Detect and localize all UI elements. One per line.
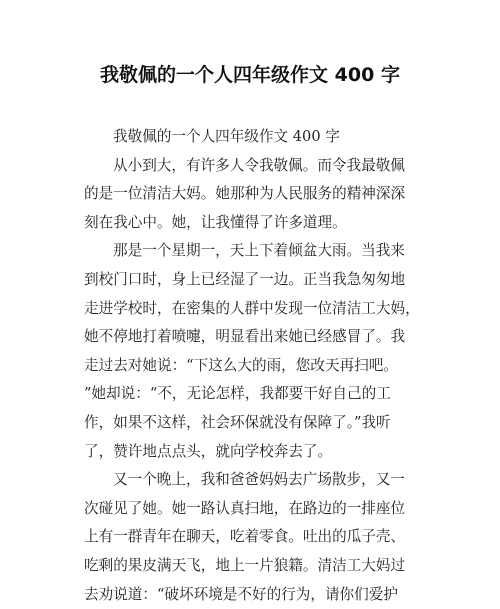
text-line: 去劝说道：“破坏环境是不好的行为，请你们爱护 xyxy=(84,581,420,609)
text-line: 那是一个星期一，天上下着倾盆大雨。当我来 xyxy=(84,237,420,266)
text-line: 我敬佩的一个人四年级作文 400 字 xyxy=(84,123,420,152)
text-line: 作，如果不这样，社会环保就没有保障了。”我听 xyxy=(84,409,420,438)
text-line: 从小到大，有许多人令我敬佩。而令我最敬佩 xyxy=(84,152,420,181)
document-body xyxy=(84,123,420,609)
text-line: 了，赞许地点点头，就向学校奔去了。 xyxy=(84,438,420,467)
text-line: 走进学校时，在密集的人群中发现一位清洁工大妈， xyxy=(84,295,420,324)
text-line: 又一个晚上，我和爸爸妈妈去广场散步，又一 xyxy=(84,466,420,495)
text-line: 她不停地打着喷嚏，明显看出来她已经感冒了。我 xyxy=(84,323,420,352)
document-title: 我敬佩的一个人四年级作文 400 字 xyxy=(0,62,500,88)
text-line: 次碰见了她。她一路认真扫地，在路边的一排座位 xyxy=(84,495,420,524)
text-line: ”她却说：“不，无论怎样，我都要干好自己的工 xyxy=(84,380,420,409)
text-line: 走过去对她说：“下这么大的雨，您改天再扫吧。 xyxy=(84,352,420,381)
text-line: 的是一位清洁大妈。她那种为人民服务的精神深深 xyxy=(84,180,420,209)
text-line: 吃剩的果皮满天飞，地上一片狼籍。清洁工大妈过 xyxy=(84,552,420,581)
text-line: 到校门口时，身上已经湿了一边。正当我急匆匆地 xyxy=(84,266,420,295)
text-line: 刻在我心中。她，让我懂得了许多道理。 xyxy=(84,209,420,238)
text-line: 上有一群青年在聊天，吃着零食。吐出的瓜子壳、 xyxy=(84,523,420,552)
